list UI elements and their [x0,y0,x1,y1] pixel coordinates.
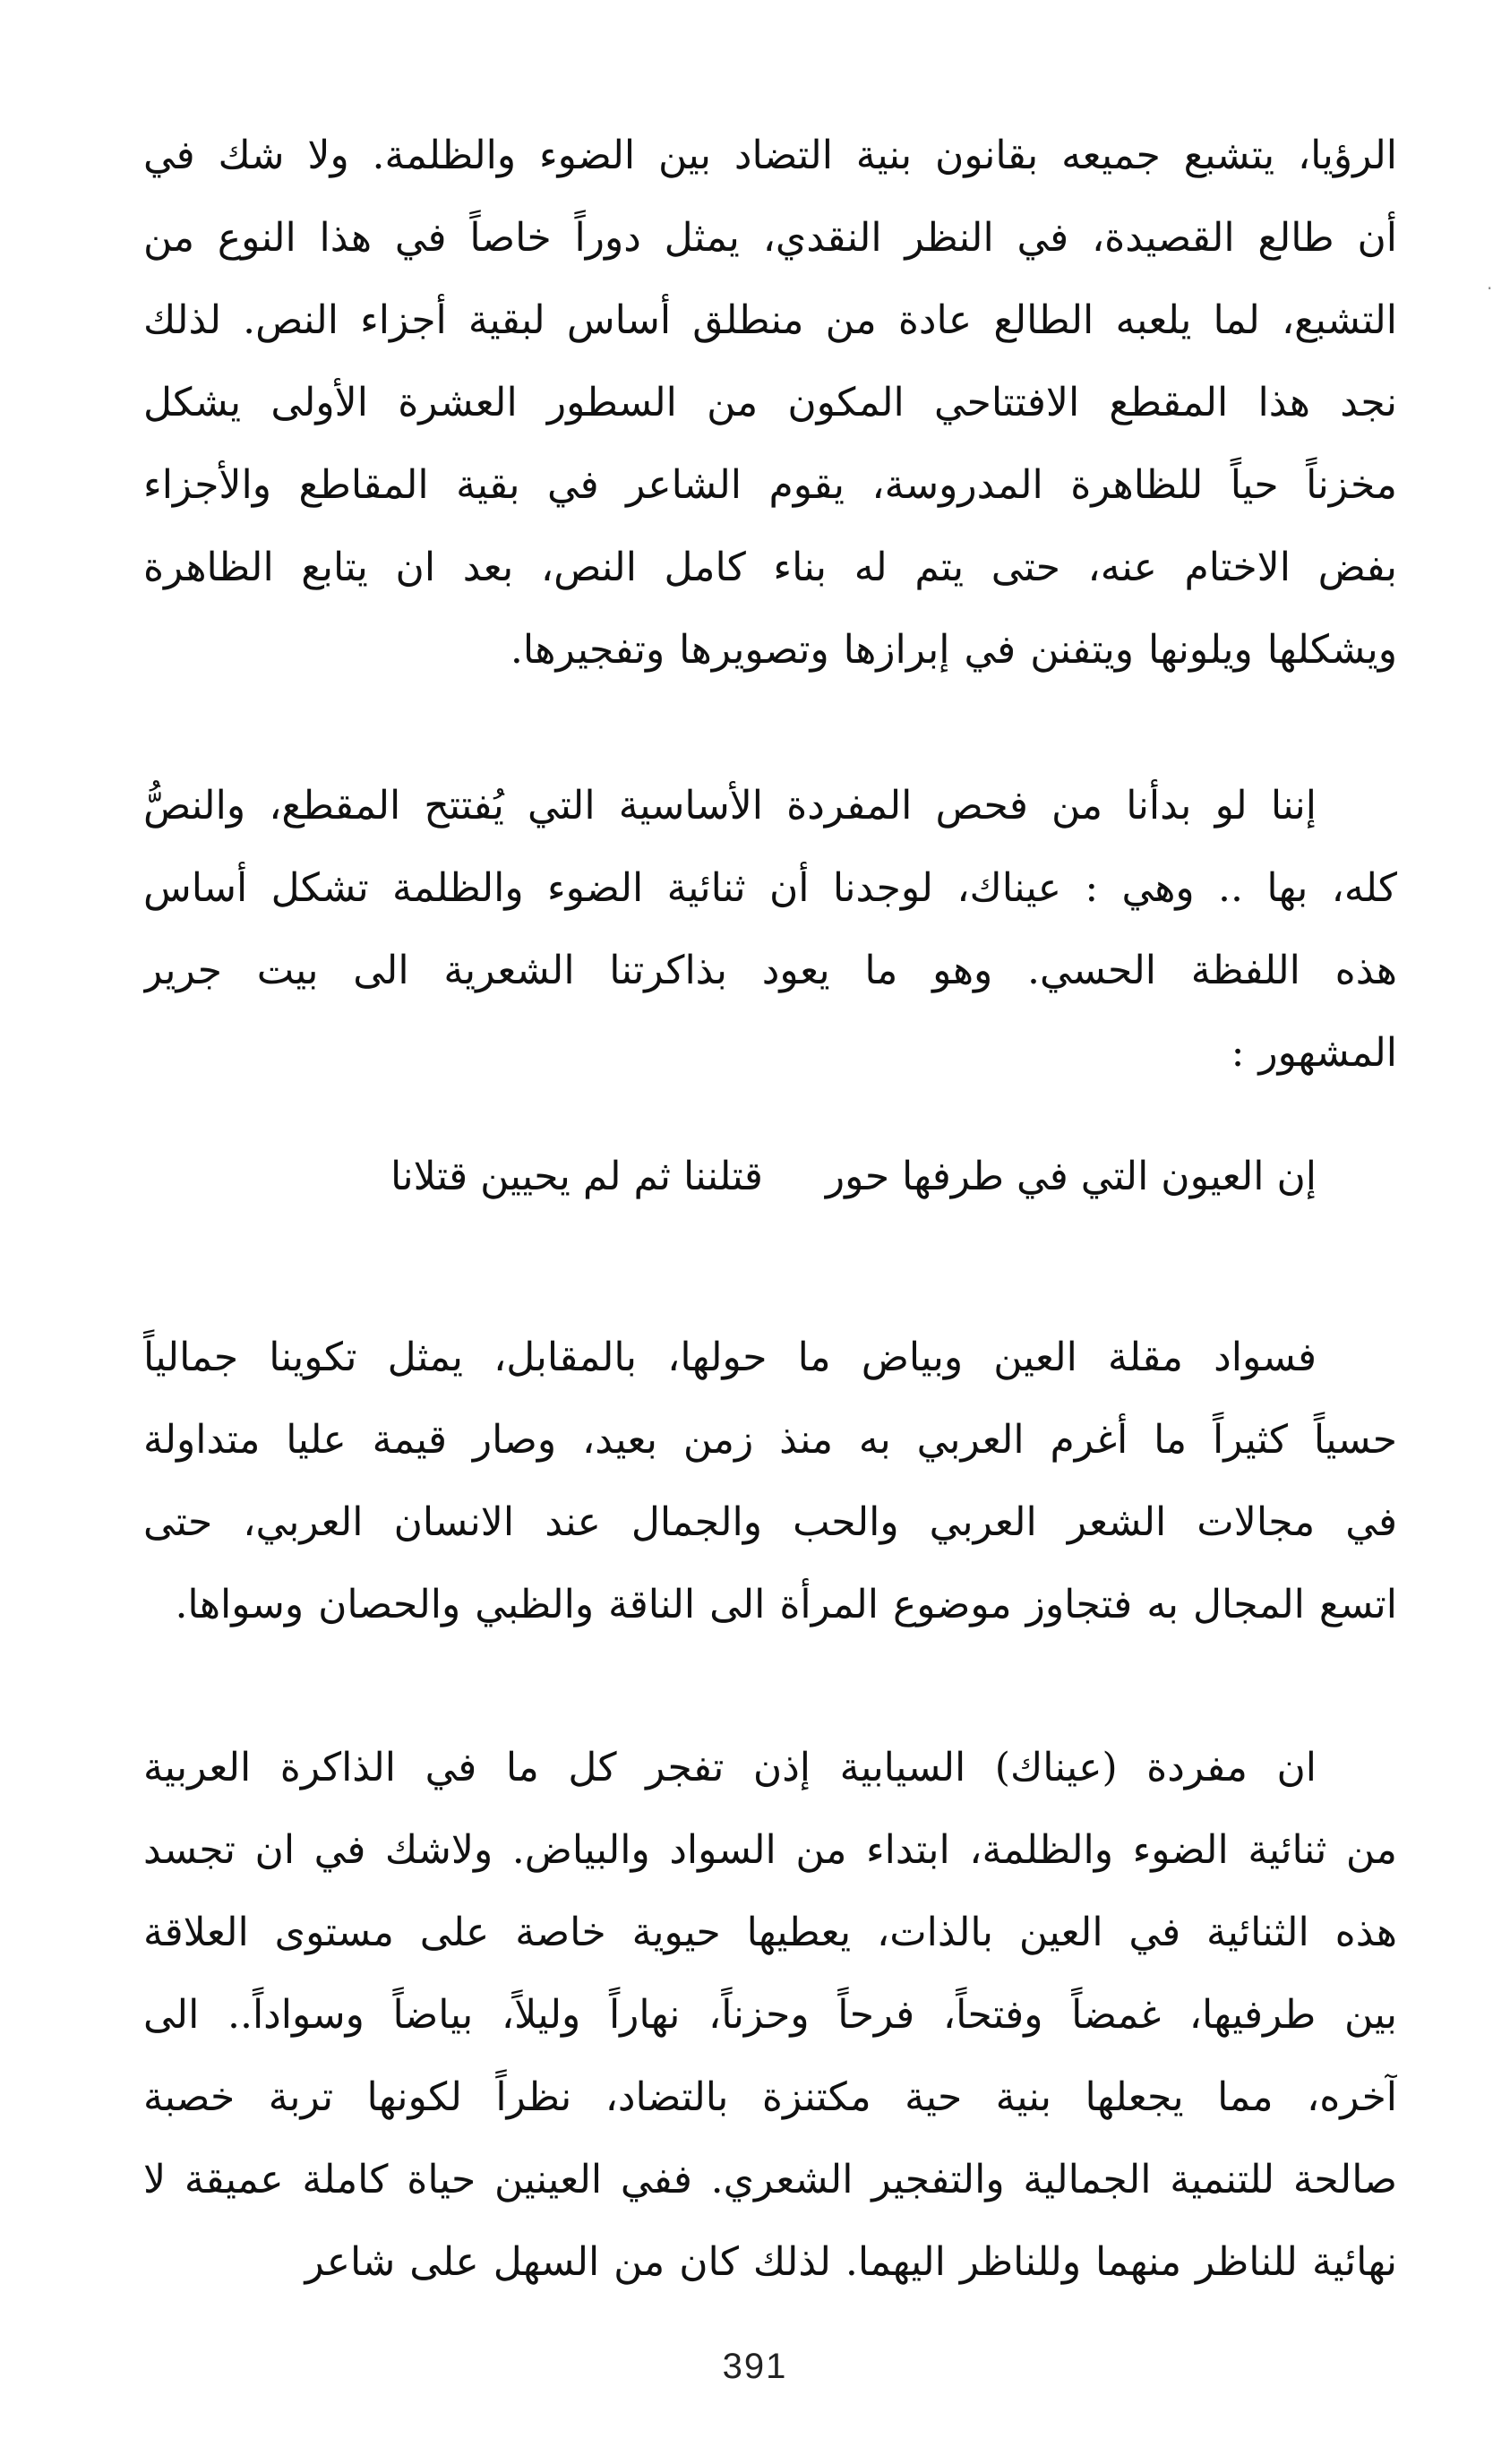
paragraph-line: حسياً كثيراً ما أغرم العربي به منذ زمن بعيد، وصار قيمة عليا متداولة [143,1417,1397,1463]
paragraph-4 [143,1727,1397,2304]
paragraph-line: نهائية للناظر منهما وللناظر اليهما. لذلك كان من السهل على شاعر [305,2239,1397,2285]
paragraph-line: مخزناً حياً للظاهرة المدروسة، يقوم الشاعر في بقية المقاطع والأجزاء [143,462,1397,508]
verse-second-hemistich: قتلننا ثم لم يحيين قتلانا [390,1154,763,1199]
paragraph-line: بفض الاختام عنه، حتى يتم له بناء كامل النص، بعد ان يتابع الظاهرة [143,545,1397,590]
paragraph-line: ويشكلها ويلونها ويتفنن في إبرازها وتصويرها وتفجيرها. [510,627,1397,673]
paragraph-line: بين طرفيها، غمضاً وفتحاً، فرحاً وحزناً، نهاراً وليلاً، بياضاً وسواداً.. الى [143,1992,1397,2038]
paragraph-line: هذه اللفظة الحسي. وهو ما يعود بذاكرتنا الشعرية الى بيت جرير [143,948,1397,993]
paragraph-line: اتسع المجال به فتجاوز موضوع المرأة الى الناقة والظبي والحصان وسواها. [175,1582,1397,1627]
paragraph-line: إننا لو بدأنا من فحص المفردة الأساسية التي يُفتتح المقطع، والنصُّ [143,783,1317,828]
page-number: 391 [722,2347,788,2386]
paragraph-line: هذه الثنائية في العين بالذات، يعطيها حيوية خاصة على مستوى العلاقة [143,1910,1397,1955]
paragraph-line: كله، بها .. وهي : عيناك، لوجدنا أن ثنائية الضوء والظلمة تشكل أساس [143,865,1397,911]
paragraph-line: نجد هذا المقطع الافتتاحي المكون من السطور العشرة الأولى يشكل [143,380,1397,425]
paragraph-line: أن طالع القصيدة، في النظر النقدي، يمثل دوراً خاصاً في هذا النوع من [143,215,1397,261]
paragraph-line: في مجالات الشعر العربي والحب والجمال عند الانسان العربي، حتى [143,1499,1397,1545]
paragraph-line: صالحة للتنمية الجمالية والتفجير الشعري. ففي العينين حياة كاملة عميقة لا [143,2157,1397,2202]
margin-dot: · [1487,278,1493,299]
paragraph-3 [143,1317,1397,1646]
paragraph-line: ان مفردة (عيناك) السيابية إذن تفجر كل ما في الذاكرة العربية [143,1745,1317,1790]
paragraph-line: آخره، مما يجعلها بنية حية مكتنزة بالتضاد، نظراً لكونها تربة خصبة [143,2074,1397,2120]
poem-verse [143,1136,1397,1218]
verse-first-hemistich: إن العيون التي في طرفها حور [825,1154,1317,1199]
paragraph-1 [143,115,1397,691]
paragraph-line: التشبع، لما يلعبه الطالع عادة من منطلق أساس لبقية أجزاء النص. لذلك [143,297,1397,343]
paragraph-line: فسواد مقلة العين وبياض ما حولها، بالمقابل، يمثل تكوينا جمالياً [143,1335,1317,1380]
paragraph-line: من ثنائية الضوء والظلمة، ابتداء من السواد والبياض. ولاشك في ان تجسد [143,1827,1397,1873]
paragraph-line: المشهور : [1231,1030,1397,1076]
paragraph-line: الرؤيا، يتشبع جميعه بقانون بنية التضاد بين الضوء والظلمة. ولا شك في [143,133,1397,178]
paragraph-2 [143,765,1397,1095]
